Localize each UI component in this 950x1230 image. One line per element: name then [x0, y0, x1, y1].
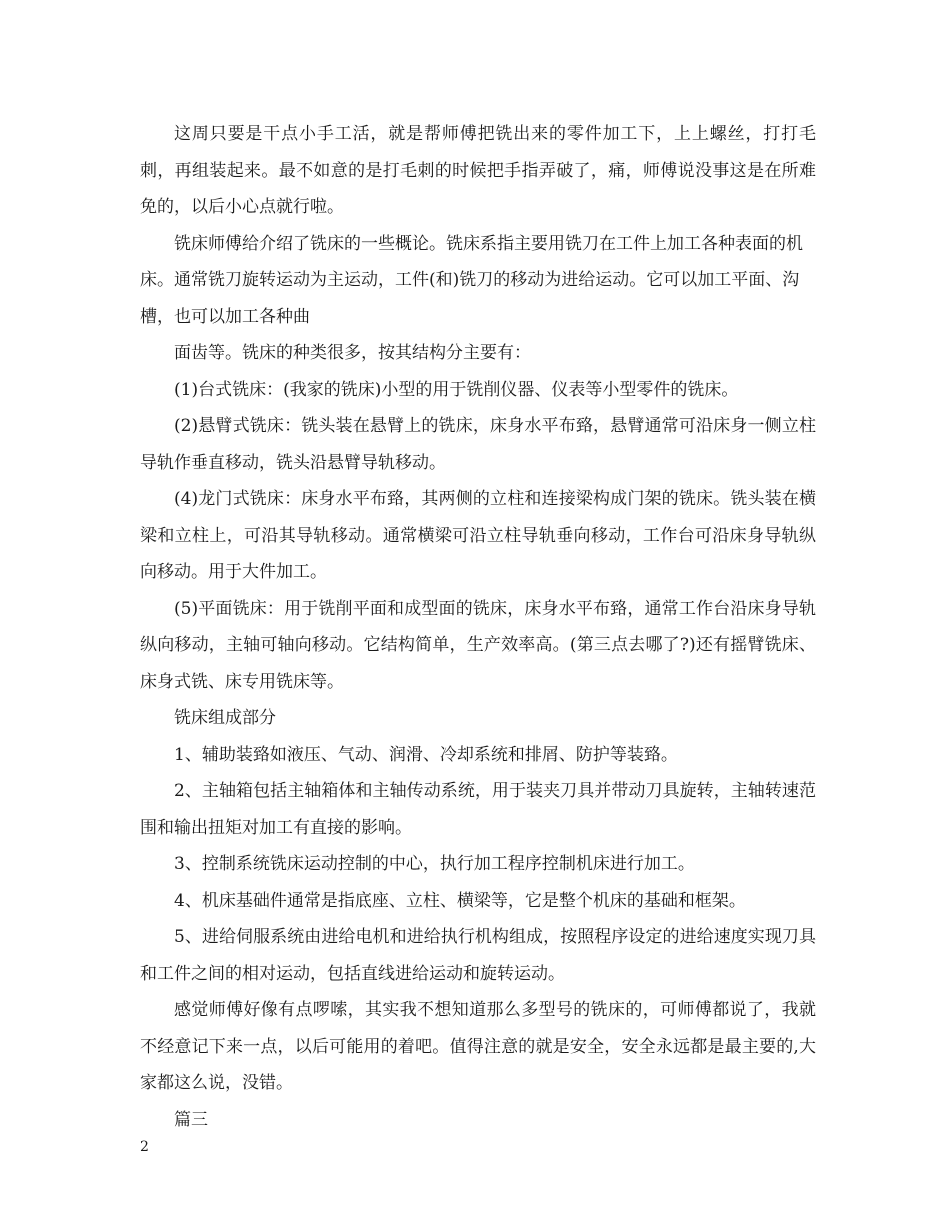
paragraph-milling-types-intro: 面齿等。铣床的种类很多，按其结构分主要有：	[174, 343, 531, 363]
paragraph-intro-work: 这周只要是干点小手工活，就是帮师傅把铣出来的零件加工下，上上螺丝，打打毛刺，再组装起来。最不如意的是打毛刺的时候把手指弄破了，痛，师傅说没事这是在所难免的，以后小心点就行啦。	[140, 124, 816, 217]
paragraph-components-heading: 铣床组成部分	[174, 708, 276, 728]
paragraph-type-1: (1)台式铣床：(我家的铣床)小型的用于铣削仪器、仪表等小型零件的铣床。	[174, 379, 739, 400]
paragraph-type-2: (2)悬臂式铣床：铣头装在悬臂上的铣床，床身水平布臵，悬臂通常可沿床身一侧立柱导轨作垂直移动，铣头沿悬臂导轨移动。	[140, 416, 816, 473]
paragraph-type-5: (5)平面铣床：用于铣削平面和成型面的铣床，床身水平布臵，通常工作台沿床身导轨纵向移动，主轴可轴向移动。它结构简单，生产效率高。(第三点去哪了?)还有摇臂铣床、床身式铣、床专用铣床等。	[140, 598, 816, 692]
paragraph-component-4: 4、机床基础件通常是指底座、立柱、横梁等，它是整个机床的基础和框架。	[174, 890, 746, 911]
paragraph-component-2: 2、主轴箱包括主轴箱体和主轴传动系统，用于装夹刀具并带动刀具旋转，主轴转速范围和输出扭矩对加工有直接的影响。	[140, 781, 816, 838]
paragraph-component-5: 5、进给伺服系统由进给电机和进给执行机构组成，按照程序设定的进给速度实现刀具和工件之间的相对运动，包括直线进给运动和旋转运动。	[140, 927, 816, 984]
paragraph-component-1: 1、辅助装臵如液压、气动、润滑、冷却系统和排屑、防护等装臵。	[174, 744, 678, 765]
document-body	[140, 116, 816, 1138]
paragraph-milling-overview: 铣床师傅给介绍了铣床的一些概论。铣床系指主要用铣刀在工件上加工各种表面的机床。通常铣刀旋转运动为主运动，工件(和)铣刀的移动为进给运动。它可以加工平面、沟槽，也可以加工各种曲	[140, 233, 803, 327]
paragraph-type-4: (4)龙门式铣床：床身水平布臵，其两侧的立柱和连接梁构成门架的铣床。铣头装在横梁和立柱上，可沿其导轨移动。通常横梁可沿立柱导轨垂向移动，工作台可沿床身导轨纵向移动。用于大件加工。	[140, 489, 816, 582]
section-heading-part-three: 篇三	[174, 1109, 208, 1130]
paragraph-component-3: 3、控制系统铣床运动控制的中心，执行加工程序控制机床进行加工。	[174, 854, 695, 874]
paragraph-reflection: 感觉师傅好像有点啰嗦，其实我不想知道那么多型号的铣床的，可师傅都说了，我就不经意记下来一点，以后可能用的着吧。值得注意的就是安全，安全永远都是最主要的,大家都这么说，没错。	[140, 1000, 816, 1093]
page-number: 2	[140, 1139, 149, 1155]
